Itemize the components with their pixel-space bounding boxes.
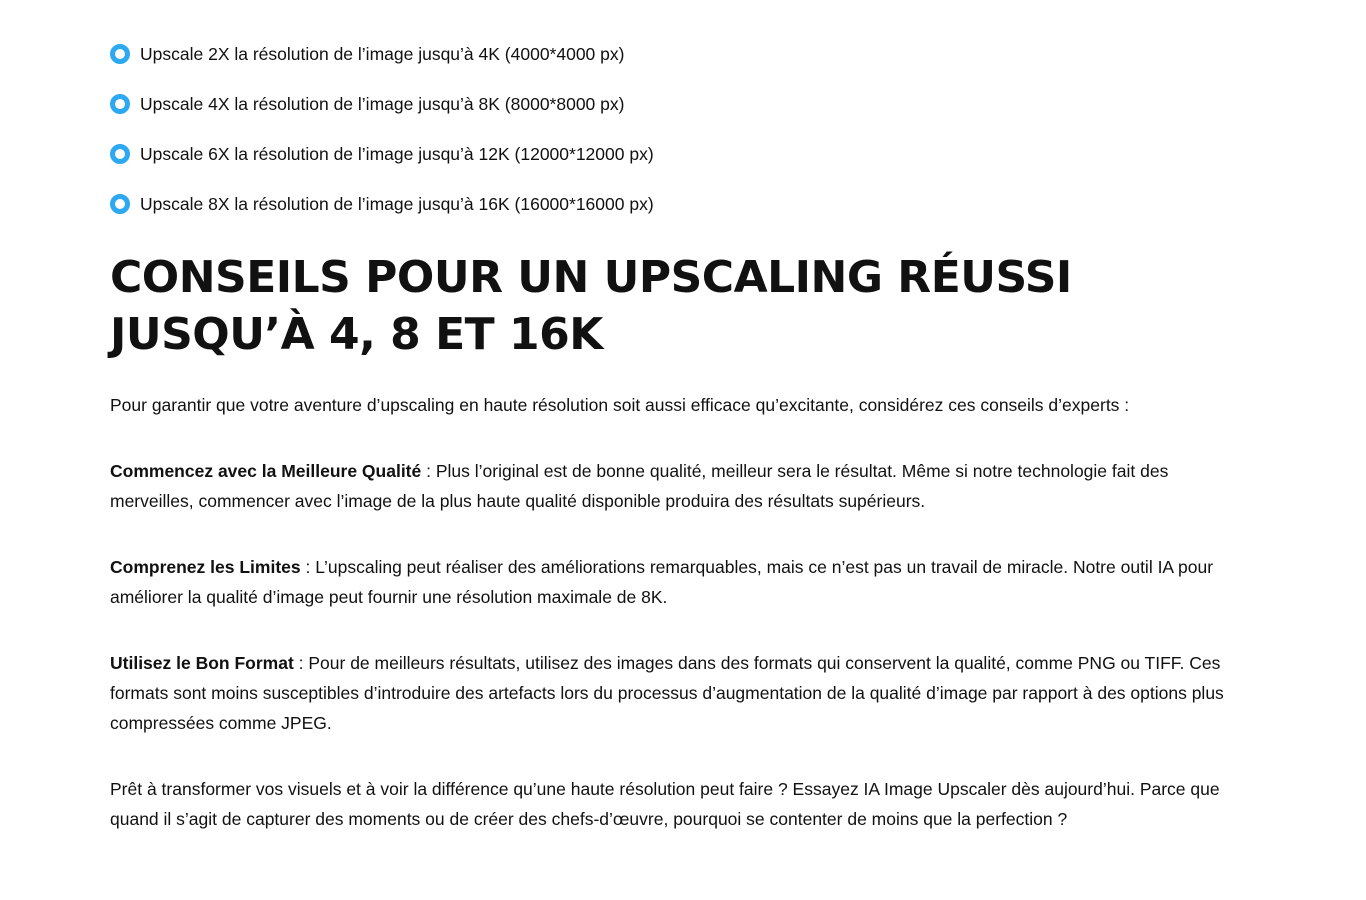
tip-text: : L’upscaling peut réaliser des améliorations remarquables, mais ce n’est pas un travail de miracle. Notre outil IA pour améliorer la qualité d’image peut fournir une résolution maximale de 8K. <box>110 557 1214 607</box>
circle-bullet-icon <box>110 144 130 164</box>
list-item <box>110 90 654 118</box>
tip-quality-paragraph <box>110 456 1256 516</box>
circle-bullet-icon <box>110 44 130 64</box>
tip-limits-paragraph <box>110 552 1256 612</box>
list-item <box>110 190 654 218</box>
list-item <box>110 40 654 68</box>
list-item-text: Upscale 2X la résolution de l’image jusqu’à 4K (4000*4000 px) <box>140 43 625 64</box>
tip-title: Utilisez le Bon Format <box>110 653 294 673</box>
tip-text: : Plus l’original est de bonne qualité, meilleur sera le résultat. Même si notre technologie fait des merveilles, commencer avec l’image de la plus haute qualité disponible produira des résultats supérieurs. <box>110 461 1169 511</box>
list-item <box>110 140 654 168</box>
closing-paragraph: Prêt à transformer vos visuels et à voir la différence qu’une haute résolution peut faire ? Essayez IA Image Upscaler dès aujourd’hui. Parce que quand il s’agit de capturer des moments ou de créer des chefs-d’œuvre, pourquoi se contenter de moins que la perfection ? <box>110 779 1220 829</box>
list-item-text: Upscale 8X la résolution de l’image jusqu’à 16K (16000*16000 px) <box>140 193 654 214</box>
upscale-options-list <box>110 40 654 240</box>
tip-title: Comprenez les Limites <box>110 557 301 577</box>
list-item-text: Upscale 6X la résolution de l’image jusqu’à 12K (12000*12000 px) <box>140 143 654 164</box>
list-item-text: Upscale 4X la résolution de l’image jusqu’à 8K (8000*8000 px) <box>140 93 625 114</box>
tip-title: Commencez avec la Meilleure Qualité <box>110 461 422 481</box>
circle-bullet-icon <box>110 94 130 114</box>
section-heading: CONSEILS POUR UN UPSCALING RÉUSSI JUSQU’À 4, 8 ET 16K <box>110 252 1072 360</box>
circle-bullet-icon <box>110 194 130 214</box>
intro-paragraph: Pour garantir que votre aventure d’upscaling en haute résolution soit aussi efficace qu’excitante, considérez ces conseils d’experts : <box>110 395 1130 415</box>
tip-format-paragraph <box>110 648 1256 738</box>
tip-text: : Pour de meilleurs résultats, utilisez des images dans des formats qui conservent la qualité, comme PNG ou TIFF. Ces formats sont moins susceptibles d’introduire des artefacts lors du processus d’augmentation de la qualité d’image par rapport à des options plus compressées comme JPEG. <box>110 653 1224 733</box>
